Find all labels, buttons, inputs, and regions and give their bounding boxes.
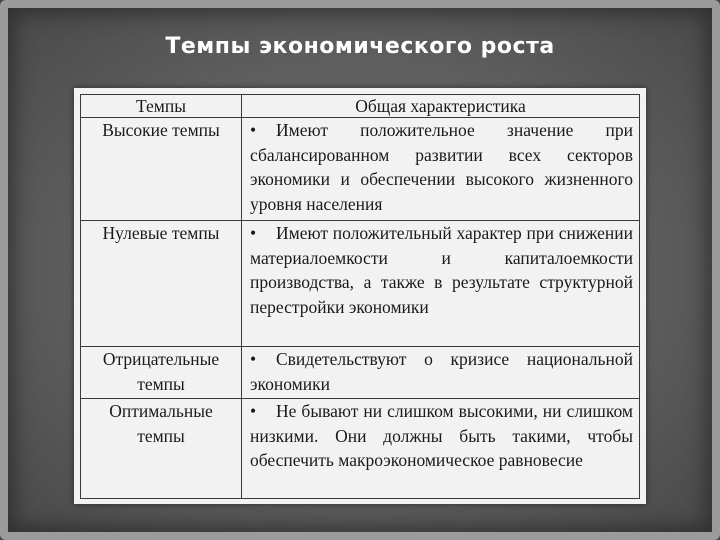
description-text: Не бывают ни слишком высокими, ни слишком низкими. Они должны быть такими, чтобы обеспечить макроэкономическое равновесие [250,401,633,470]
pace-cell: Высокие темпы [81,118,242,221]
bullet-icon: • [250,223,257,243]
bullet-icon: • [250,120,257,140]
bullet-icon: • [250,349,257,369]
table-row [81,118,640,221]
table-image [74,88,646,504]
description-cell [242,347,640,399]
description-cell [242,118,640,221]
table-row [81,347,640,399]
pace-cell: Нулевые темпы [81,221,242,347]
pace-cell: Оптимальные темпы [81,399,242,499]
table-row [81,399,640,499]
growth-rates-table [80,94,640,499]
bullet-icon: • [250,401,257,421]
description-text: Имеют положительный характер при снижении материалоемкости и капиталоемкости производства, а также в результате структурной перестройки экономики [250,223,633,317]
description-cell [242,399,640,499]
header-characteristic: Общая характеристика [242,95,640,118]
pace-cell: Отрицательные темпы [81,347,242,399]
description-cell [242,221,640,347]
table-header-row [81,95,640,118]
description-text: Имеют положительное значение при сбалансированном развитии всех секторов экономики и обеспечении высокого жизненного уровня населения [250,120,633,214]
description-text: Свидетельствуют о кризисе национальной экономики [250,349,633,394]
header-pace: Темпы [81,95,242,118]
table-row [81,221,640,347]
slide-title: Темпы экономического роста [165,34,555,59]
